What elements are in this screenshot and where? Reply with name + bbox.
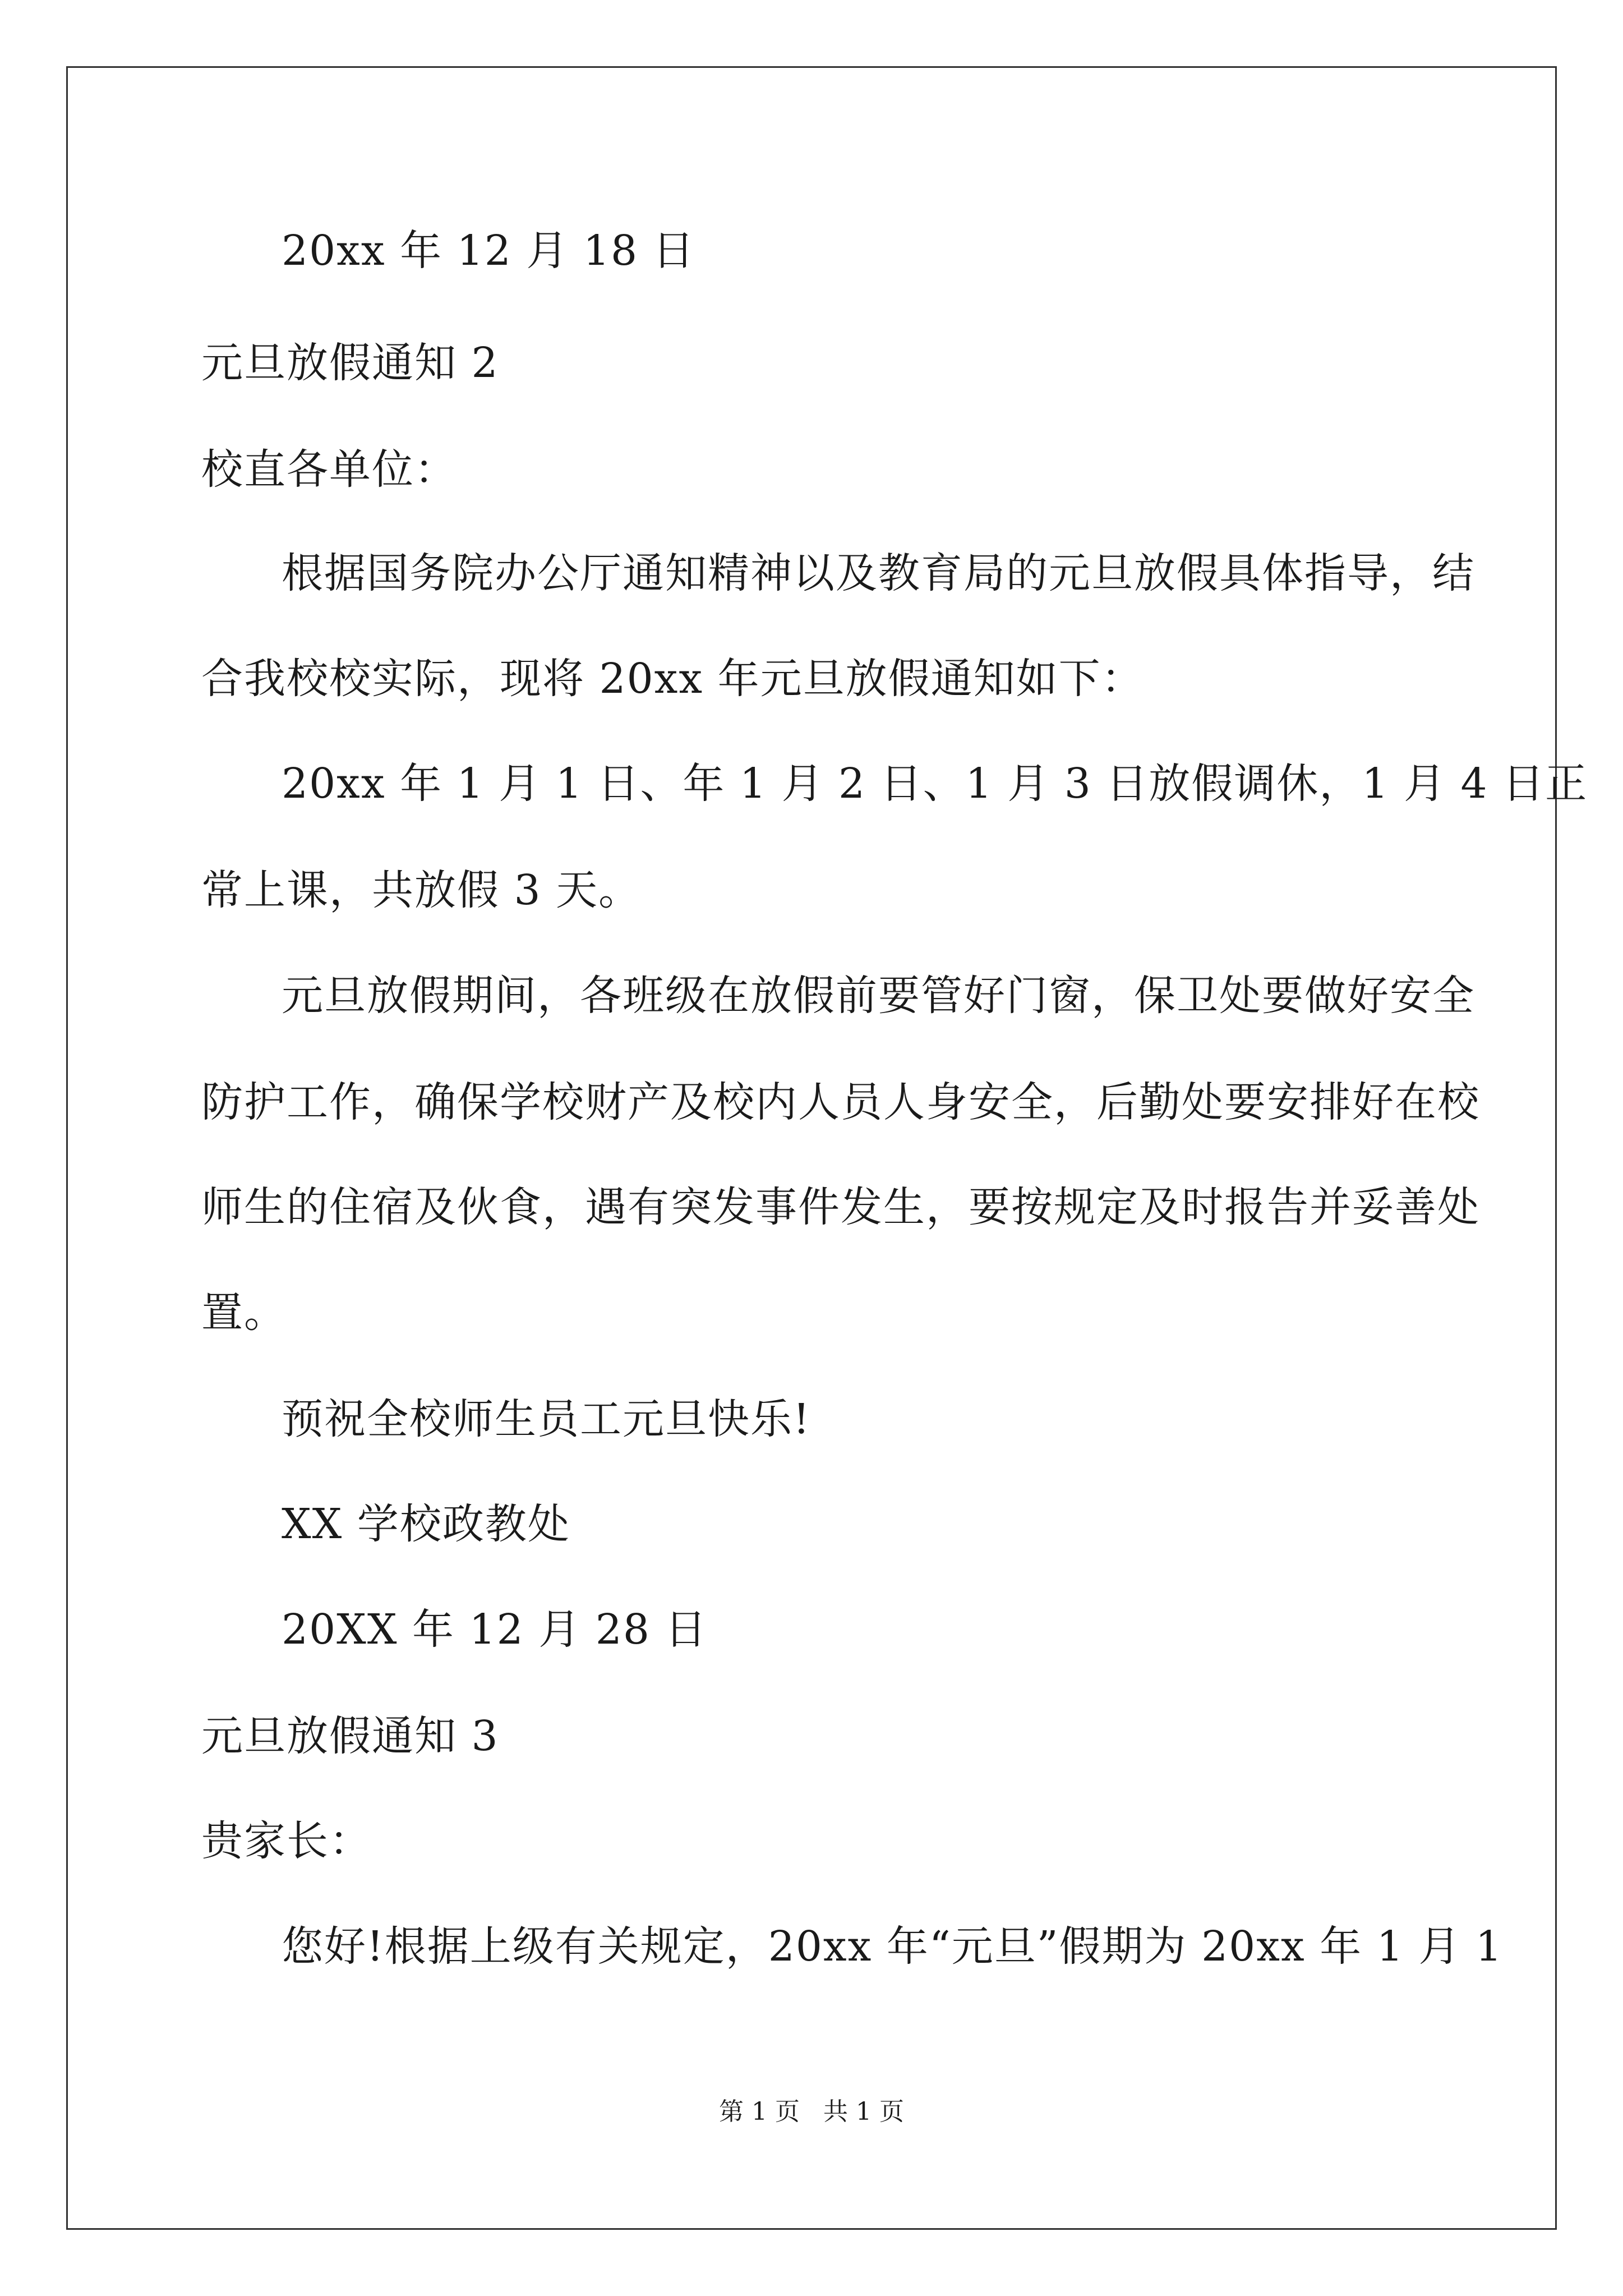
salutation-parents: 贵家长： (201, 1817, 372, 1865)
signature-org: XX 学校政教处 (282, 1500, 570, 1548)
notice-title-2: 元旦放假通知 2 (201, 339, 499, 387)
paragraph-line: 防护工作，确保学校财产及校内人员人身安全，后勤处要安排好在校 (201, 1078, 1480, 1126)
paragraph-line: 常上课，共放假 3 天。 (201, 866, 642, 914)
paragraph-line: 您好!根据上级有关规定，20xx 年“元旦”假期为 20xx 年 1 月 1 (282, 1922, 1503, 1971)
paragraph-line: 师生的住宿及伙食，遇有突发事件发生，要按规定及时报告并妥善处 (201, 1183, 1480, 1231)
closing-wish: 预祝全校师生员工元旦快乐! (282, 1395, 811, 1443)
paragraph-line: 元旦放假期间，各班级在放假前要管好门窗，保卫处要做好安全 (282, 972, 1475, 1020)
page-footer: 第 1 页 共 1 页 (719, 2097, 904, 2126)
paragraph-line: 根据国务院办公厅通知精神以及教育局的元旦放假具体指导，结 (282, 549, 1475, 597)
paragraph-line: 20xx 年 1 月 1 日、年 1 月 2 日、1 月 3 日放假调休，1 月 4 日正 (282, 760, 1588, 808)
paragraph-line: 置。 (201, 1289, 287, 1337)
salutation: 校直各单位： (201, 445, 457, 494)
notice-title-3: 元旦放假通知 3 (201, 1712, 499, 1760)
paragraph-line: 合我校校实际，现将 20xx 年元旦放假通知如下： (201, 655, 1144, 703)
signature-date: 20XX 年 12 月 28 日 (282, 1605, 708, 1654)
date-line: 20xx 年 12 月 18 日 (282, 227, 695, 275)
